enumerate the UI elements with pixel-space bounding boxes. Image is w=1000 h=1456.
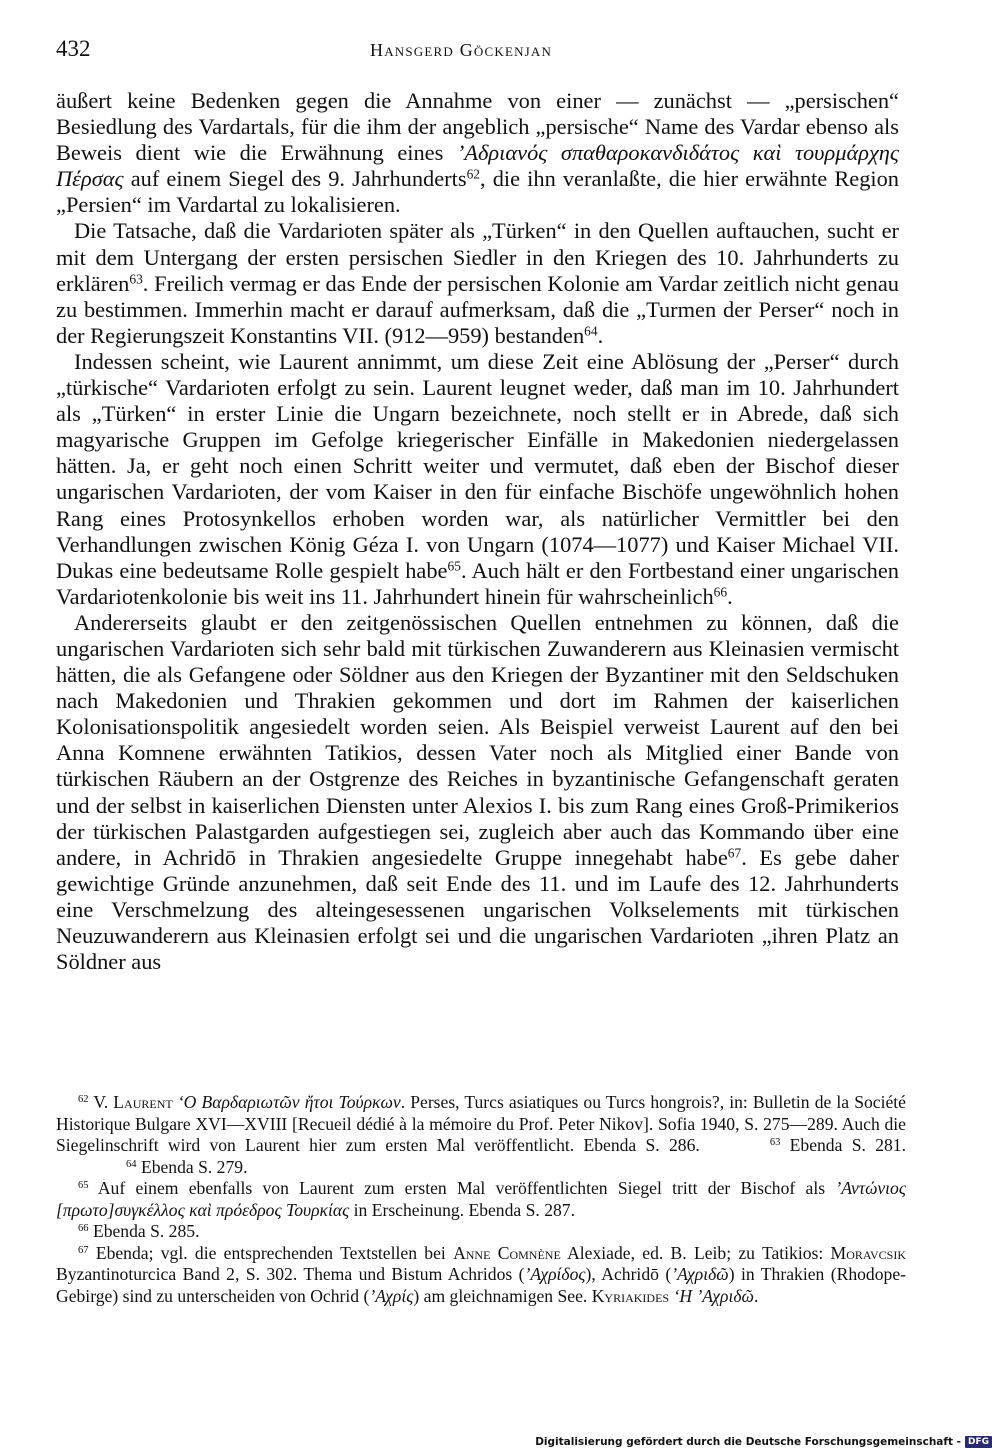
text-span: ) am gleichnamigen See. <box>413 1285 592 1306</box>
text-span: Ebenda S. 285. <box>88 1221 200 1241</box>
digitization-text: Digitalisierung gefördert durch die Deutsche Forschungsgemeinschaft - <box>535 1436 961 1448</box>
text-span: Die Tatsache, daß die Vardarioten später als „Türken“ in den Quellen auftauchen, sucht er mit dem Untergang der ersten persischen Siedler in den Kriegen des 10. Jahrhunderts zu erklären <box>56 218 899 296</box>
footnote-number: 67 <box>78 1244 89 1256</box>
greek-text: ‘Ο Βαρδαριωτῶν ἤτοι Τούρκων <box>172 1092 401 1112</box>
text-span: . Auch hält er den Fortbestand einer ungarischen Vardariotenkolonie bis weit ins 11. Jahrhundert hinein für wahrscheinlich <box>56 557 899 609</box>
footnote-number: 64 <box>126 1158 137 1170</box>
text-span: ), Achridō ( <box>585 1264 672 1284</box>
footnote-marker: 64 <box>584 323 598 339</box>
footnote-marker: 63 <box>129 271 143 287</box>
text-span: . <box>597 322 604 348</box>
footnote-62 <box>56 1092 906 1178</box>
text-span: Ebenda S. 279. <box>136 1156 248 1177</box>
footnote-65 <box>56 1178 906 1221</box>
text-span: auf einem Siegel des 9. Jahrhunderts <box>123 166 467 192</box>
author-name: Kyriakides <box>591 1285 670 1306</box>
text-span: Byzantinoturcica Band 2, S. 302. Thema und Bistum Achridos ( <box>56 1264 525 1284</box>
dfg-logo: DFG <box>965 1436 992 1448</box>
footnote-marker: 62 <box>466 166 480 182</box>
greek-text: ‘Η ’Αχριδῶ <box>669 1285 754 1306</box>
text-span: . <box>727 583 733 609</box>
text-span: V. <box>88 1092 114 1112</box>
text-span: . <box>753 1285 759 1306</box>
text-span: Andererseits glaubt er den zeitgenössischen Quellen entnehmen zu können, daß die ungarischen Vardarioten sich sehr bald mit türkischen Zuwanderern aus Kleinasien vermischt hätten, die als Gefangene oder Söldner aus den Kriegen der Byzantiner mit den Seldschuken nach Makedonien und Thrakien gekommen und dort im Rahmen der kaiserlichen Kolonisationspolitik angesiedelt worden seien. Als Beispiel verweist Laurent auf den bei Anna Komnene erwähnten Tatikios, dessen Vater noch als Mitglied einer Bande von türkischen Räubern an der Ostgrenze des Reiches in byzantinische Gefangenschaft geraten und der selbst in kaiserlichen Diensten unter Alexios I. bis zum Rang eines Groß-Primikerios der türkischen Palastgarden aufgestiegen sei, zugleich aber auch das Kommando über eine andere, in Achridō in Thrakien angesiedelte Gruppe innegehabt habe <box>56 609 899 870</box>
footnote-66 <box>56 1221 906 1243</box>
footnote-marker: 66 <box>713 584 728 600</box>
greek-text: ’Αχριδῶ <box>671 1264 729 1284</box>
footnotes <box>56 1092 906 1307</box>
text-span: Auf einem ebenfalls von Laurent zum ersten Mal veröffentlichten Siegel tritt der Bischof als <box>88 1178 836 1198</box>
greek-text: ’Αχρίς <box>369 1285 414 1306</box>
body-text <box>56 88 899 975</box>
footnote-number: 65 <box>78 1180 89 1192</box>
text-span: , die ihn veranlaßte, die hier erwähnte Region „Persien“ im Vardartal zu lokalisieren. <box>56 166 900 218</box>
text-span: Indessen scheint, wie Laurent annimmt, um diese Zeit eine Ablösung der „Perser“ durch „türkische“ Vardarioten erfolgt zu sein. Laurent leugnet weder, daß man im 10. Jahrhundert als „Türken“ in erster Linie die Ungarn bezeichnete, noch stellt er in Abrede, daß sich magyarische Gruppen im Gefolge kriegerischer Einfälle in Makedonien niedergelassen hätten. Ja, er geht noch einen Schritt weiter und vermutet, daß eben der Bischof dieser ungarischen Vardarioten, der vom Kaiser in den für einfache Bischöfe ungewöhnlich hohen Rang eines Protosynkellos erhoben worden war, als natürlicher Vermittler bei den Verhandlungen zwischen König Géza I. von Ungarn (1074—1077) und Kaiser Michael VII. Dukas eine bedeutsame Rolle gespielt habe <box>56 348 899 583</box>
paragraph-1 <box>56 88 899 218</box>
author-name: Moravcsik <box>830 1242 906 1263</box>
text-span: . Freilich vermag er das Ende der persischen Kolonie am Vardar zeitlich nicht genau zu bestimmen. Immerhin macht er darauf aufmerksam, daß die „Turmen der Perser“ noch in der Regierungszeit Konstantins VII. (912—959) bestanden <box>56 270 899 348</box>
page-number: 432 <box>56 36 91 61</box>
text-span: . Perses, Turcs asiatiques ou Turcs hongrois?, in: Bulletin de la Société Historique Bulgare XVI—XVIII [Recueil dédié à la mémoire du Prof. Peter Nikov]. Sofia 1940, S. 275—289. Auch die Siegelinschrift wird von Laurent hier zum ersten Mal veröffentlicht. Ebenda S. 286. <box>56 1092 906 1155</box>
author-name: Anne Comnène <box>453 1242 561 1263</box>
text-span: Ebenda; vgl. die entsprechenden Textstellen bei <box>88 1242 454 1263</box>
author-name: Laurent <box>113 1092 173 1112</box>
footnote-marker: 67 <box>727 845 742 861</box>
footnote-number: 62 <box>78 1094 89 1106</box>
greek-text: ’Αχρίδος <box>524 1264 586 1284</box>
text-span: . Es gebe daher gewichtige Gründe anzunehmen, daß seit Ende des 11. und im Laufe des 12. Jahrhunderts eine Verschmelzung des alteingesessenen ungarischen Volkselements mit türkischen Neuzuwanderern aus Kleinasien erfolgt sei und die ungarischen Vardarioten „ihren Platz an Söldner aus <box>56 844 899 975</box>
paragraph-4 <box>56 610 899 975</box>
text-span: äußert keine Bedenken gegen die Annahme von einer — zunächst — „persischen“ Besiedlung des Vardartals, für die ihm der angeblich „persische“ Name des Vardar ebenso als Beweis dient wie die Erwähnung eines <box>56 88 899 166</box>
text-span: in Erscheinung. Ebenda S. 287. <box>349 1199 575 1220</box>
paragraph-3 <box>56 349 899 610</box>
footnote-67 <box>56 1243 906 1308</box>
text-span: Ebenda S. 281. <box>780 1135 906 1155</box>
paragraph-2 <box>56 218 899 348</box>
digitization-notice <box>535 1436 992 1448</box>
text-span: Alexiade, ed. B. Leib; zu Tatikios: <box>560 1242 831 1263</box>
greek-text: ’Αντώνιος [πρωτο]συγκέλλος καὶ πρόεδρος Τουρκίας <box>56 1178 906 1220</box>
running-head: Hansgerd Göckenjan <box>370 40 553 60</box>
greek-text: ’Αδριανός σπαθαροκανδιδάτος καὶ τουρμάρχης Πέρσας <box>56 140 899 192</box>
footnote-number: 63 <box>769 1137 781 1149</box>
footnote-number: 66 <box>78 1223 89 1235</box>
text-span: ) in Thrakien (Rhodope-Gebirge) sind zu unterscheiden von Ochrid ( <box>56 1264 906 1306</box>
footnote-marker: 65 <box>447 558 461 574</box>
